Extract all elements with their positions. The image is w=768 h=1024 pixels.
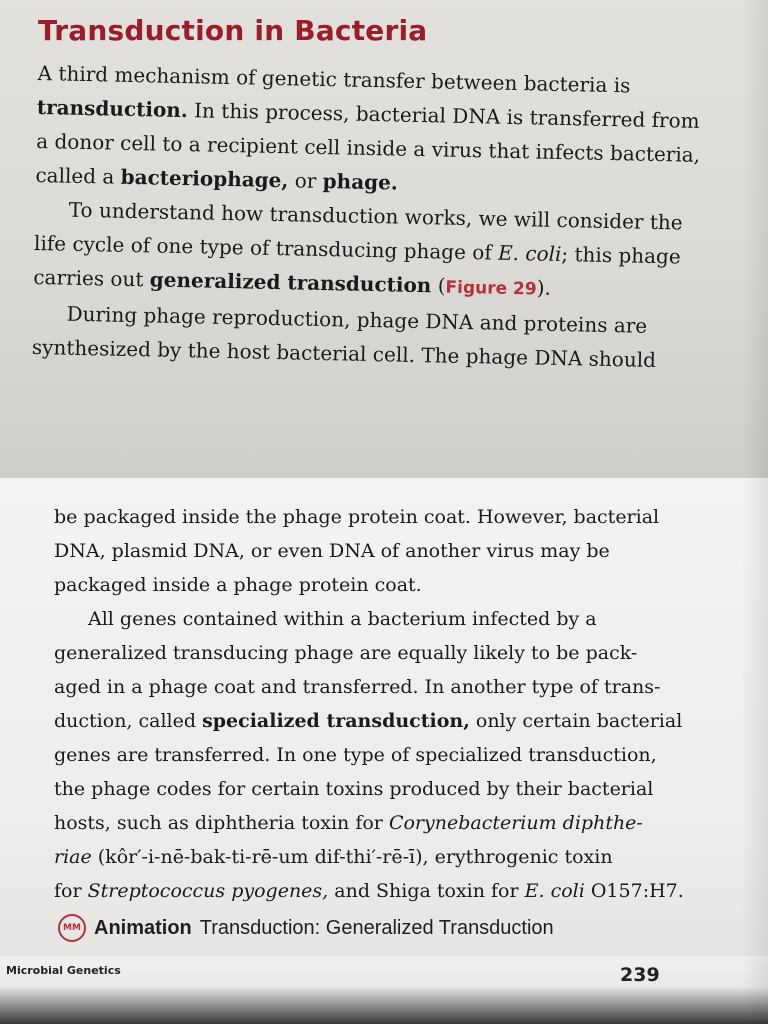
text-line: genes are transferred. In one type of specialized transduction, (54, 744, 657, 766)
page-photo-top (0, 0, 768, 478)
text-line: aged in a phage coat and transferred. In another type of trans- (54, 676, 661, 698)
animation-label: Animation (94, 916, 192, 939)
animation-icon: MM (58, 914, 86, 942)
text-line: life cycle of one type of transducing phage of E. coli; this phage (33, 230, 681, 269)
text-line: generalized transducing phage are equally likely to be pack- (54, 642, 638, 664)
text-line: hosts, such as diphtheria toxin for Corynebacterium diphthe- (54, 812, 643, 834)
page-shadow (742, 0, 768, 1024)
text-line: for Streptococcus pyogenes, and Shiga toxin for E. coli O157:H7. (54, 880, 684, 902)
text-line: carries out generalized transduction (Figure 29). (33, 264, 552, 300)
text-line: All genes contained within a bacterium infected by a (88, 608, 597, 630)
page-photo-bottom (0, 478, 768, 956)
section-title: Transduction in Bacteria (38, 14, 428, 47)
text-line: synthesized by the host bacterial cell. The phage DNA should (31, 334, 657, 373)
text-line: transduction. In this process, bacterial DNA is transferred from (36, 94, 700, 133)
running-head: Microbial Genetics (6, 964, 121, 977)
animation-title[interactable]: Transduction: Generalized Transduction (199, 916, 554, 939)
text-line: To understand how transduction works, we will consider the (68, 197, 683, 235)
text-line: DNA, plasmid DNA, or even DNA of another virus may be (54, 540, 610, 562)
text-line: duction, called specialized transduction, only certain bacterial (54, 710, 683, 732)
page-number: 239 (620, 964, 660, 986)
text-line: called a bacteriophage, or phage. (35, 162, 399, 195)
text-line: be packaged inside the phage protein coat. However, bacterial (54, 506, 660, 528)
text-line: the phage codes for certain toxins produced by their bacterial (54, 778, 654, 800)
paragraph-top (32, 56, 746, 379)
text-line: riae (kôr′-i-nē-bak-ti-rē-um dif-thi′-rē-ī), erythrogenic toxin (54, 846, 613, 868)
figure-reference[interactable]: Figure 29 (445, 277, 537, 300)
text-line: During phage reproduction, phage DNA and proteins are (66, 301, 648, 338)
animation-link[interactable] (58, 914, 554, 942)
text-line: A third mechanism of genetic transfer between bacteria is (37, 60, 631, 98)
text-line: a donor cell to a recipient cell inside a virus that infects bacteria, (35, 128, 701, 167)
text-line: packaged inside a phage protein coat. (54, 574, 422, 596)
paragraph-bottom (54, 500, 744, 908)
